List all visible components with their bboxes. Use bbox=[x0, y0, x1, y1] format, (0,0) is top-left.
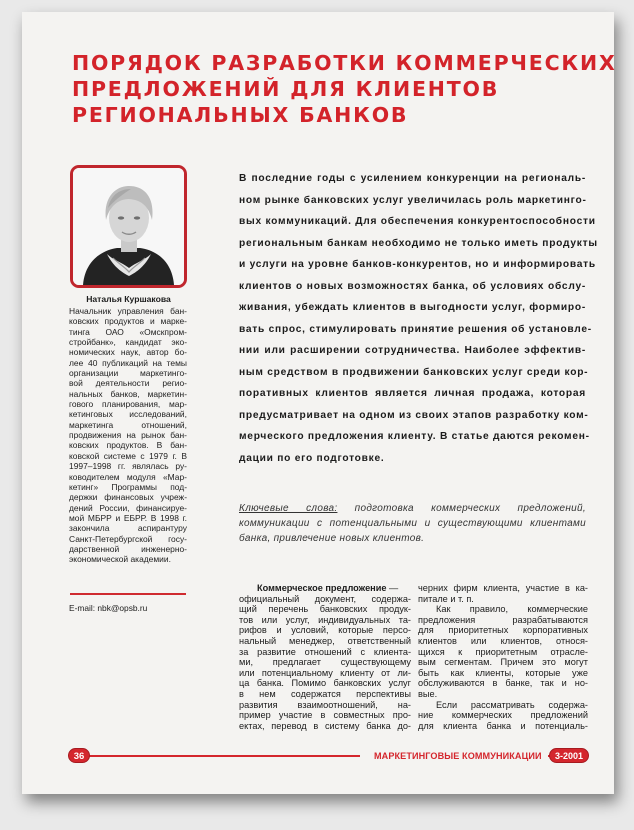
body-line: Как правило, коммерческие bbox=[436, 604, 588, 615]
bio-line: продвижения на рынок бан- bbox=[69, 430, 187, 441]
keywords-text: подготовка коммерческих предложений, bbox=[337, 503, 586, 514]
body-column-2 bbox=[418, 583, 588, 731]
title-line: ПРЕДЛОЖЕНИЙ ДЛЯ КЛИЕНТОВ bbox=[72, 77, 500, 101]
lead-line: ном рынке банковских услуг увеличилась роль маркетинго- bbox=[239, 194, 587, 206]
bio-line: номических наук, автор бо- bbox=[69, 347, 187, 358]
lead-line: дации по его подготовке. bbox=[239, 452, 385, 464]
article-title bbox=[72, 50, 617, 128]
bio-line: ководителем модуля «Мар- bbox=[69, 471, 187, 482]
body-line: обслуживаются в банке, так и но- bbox=[418, 678, 588, 689]
bio-line: экономической академии. bbox=[69, 554, 171, 565]
author-photo bbox=[70, 165, 187, 288]
title-line: РЕГИОНАЛЬНЫХ БАНКОВ bbox=[72, 103, 409, 127]
title-line: ПОРЯДОК РАЗРАБОТКИ КОММЕРЧЕСКИХ bbox=[72, 51, 617, 75]
body-line: Если рассматривать содержа- bbox=[436, 699, 588, 710]
body-line: за развитие отношений с клиента- bbox=[239, 646, 411, 657]
body-line: ектах, перевод в систему банка до- bbox=[239, 720, 411, 731]
keywords-label: Ключевые слова: bbox=[239, 503, 338, 514]
bio-line: ковской системе с 1979 г. В bbox=[69, 450, 187, 461]
bio-line: держки финансовых учреж- bbox=[69, 492, 187, 503]
bio-line: Санкт-Петербургской госу- bbox=[69, 533, 187, 544]
lead-line: ным средством в продвижении банковских услуг среди кор- bbox=[239, 366, 589, 378]
bio-line: Начальник управления бан- bbox=[69, 306, 187, 316]
body-line: для клиента банка и потенциаль- bbox=[418, 720, 588, 731]
bio-line: дарственной инженерно- bbox=[69, 543, 187, 554]
magazine-page bbox=[22, 12, 617, 794]
bio-line: дений России, финансируе- bbox=[69, 502, 187, 513]
bio-line: стройбанк», кандидат эко- bbox=[69, 337, 187, 348]
body-line: пример участие в совместных про- bbox=[239, 710, 411, 721]
lead-line: предусматривает на одном из своих этапов разработку ком- bbox=[239, 409, 589, 421]
bio-line: ковских продуктов и марке- bbox=[69, 316, 187, 327]
body-line: в нем содержатся перспективы bbox=[239, 688, 411, 699]
keywords-line: коммуникации с потенциальными и существующими клиентами bbox=[239, 518, 586, 529]
bio-line: тинга ОАО «Омскпром- bbox=[69, 326, 187, 337]
lead-line: вать спрос, стимулировать принятие решения об установле- bbox=[239, 323, 592, 335]
bio-line: закончила аспирантуру bbox=[69, 523, 187, 534]
body-line: рифов и условий, которые персо- bbox=[239, 625, 411, 636]
body-line: быть как клиенты, которые уже bbox=[418, 667, 588, 678]
lead-line: и услуги на уровне банков-конкурентов, но и информировать bbox=[239, 259, 596, 270]
body-line: нальный менеджер, ответственный bbox=[239, 635, 411, 646]
body-column-1 bbox=[239, 583, 411, 731]
body-line: щий перечень банковских продук- bbox=[239, 604, 411, 615]
article-lead bbox=[239, 168, 598, 469]
bio-line: маркетинга отношений, bbox=[69, 419, 187, 430]
issue-badge: 3-2001 bbox=[549, 748, 589, 763]
author-name: Наталья Куршакова bbox=[86, 294, 171, 304]
author-email: E-mail: nbk@opsb.ru bbox=[69, 603, 148, 613]
body-line: тов или услуг, индивидуальных та- bbox=[239, 614, 411, 625]
body-line: предложения разрабатываются bbox=[418, 614, 588, 625]
lead-line: клиентов о новых возможностях банка, об условиях обслу- bbox=[239, 280, 586, 292]
body-line bbox=[239, 583, 411, 594]
bio-line: кетинговых исследований, bbox=[69, 409, 187, 420]
keywords-line bbox=[239, 501, 586, 516]
body-line: вым сегментам. Причем это могут bbox=[418, 657, 588, 668]
lead-line: живания, убеждать клиентов в выгодности услуг, формиро- bbox=[239, 302, 586, 313]
lead-line: нии или расширении сотрудничества. Наиболее эффектив- bbox=[239, 345, 586, 356]
bio-divider bbox=[70, 593, 186, 595]
body-line: клиентов или клиентов, относя- bbox=[418, 635, 588, 646]
term-bold: Коммерческое предложение bbox=[257, 583, 387, 593]
bio-line: кетинг» Программы под- bbox=[69, 481, 187, 492]
bio-line: мой МБРР и ЕБРР. В 1998 г. bbox=[69, 512, 187, 523]
journal-name: МАРКЕТИНГОВЫЕ КОММУНИКАЦИИ bbox=[360, 749, 548, 763]
body-line: ца банка. Помимо банковских услуг bbox=[239, 678, 411, 689]
lead-line: поративных клиентов является личная продажа, которая bbox=[239, 388, 586, 399]
bio-line: нальных банков, маркетин- bbox=[69, 388, 187, 399]
bio-line: гового планирования, мар- bbox=[69, 399, 187, 410]
keywords-line: банка, привлечение новых клиентов. bbox=[239, 533, 425, 544]
body-line: развития взаимоотношений, на- bbox=[239, 699, 411, 710]
bio-line: организации маркетинго- bbox=[69, 368, 187, 379]
body-line: черних фирм клиента, участие в ка- bbox=[418, 583, 588, 593]
body-line: или потенциальному клиенту от ли- bbox=[239, 667, 411, 678]
keywords-block bbox=[239, 501, 586, 546]
body-line: ми, предлагает существующему bbox=[239, 657, 411, 668]
body-line: щихся к приоритетным отрасле- bbox=[418, 646, 588, 657]
author-bio bbox=[69, 306, 187, 565]
bio-line: 1997–1998 гг. являлась ру- bbox=[69, 461, 187, 472]
body-line: питале и т. п. bbox=[418, 593, 474, 604]
bio-line: лее 40 публикаций на темы bbox=[69, 357, 187, 368]
lead-line: В последние годы с усилением конкуренции на региональ- bbox=[239, 173, 586, 184]
body-line: вые. bbox=[418, 688, 438, 699]
bio-line: вой деятельности регио- bbox=[69, 378, 187, 389]
body-line: официальный документ, содержа- bbox=[239, 593, 411, 604]
author-portrait-image bbox=[73, 168, 184, 285]
lead-line: вых коммуникаций. Для обеспечения конкурентоспособности bbox=[239, 216, 596, 227]
body-line: ние коммерческих предложений bbox=[418, 710, 588, 721]
term-dash: — bbox=[386, 583, 399, 593]
lead-line: региональным банкам необходимо не только иметь продукты bbox=[239, 237, 598, 249]
body-line: для приоритетных корпоративных bbox=[418, 625, 588, 636]
bio-line: ковских продуктов. В бан- bbox=[69, 440, 187, 451]
lead-line: мерческого предложения клиенту. В статье даются рекомен- bbox=[239, 431, 590, 442]
page-number: 36 bbox=[68, 748, 90, 763]
